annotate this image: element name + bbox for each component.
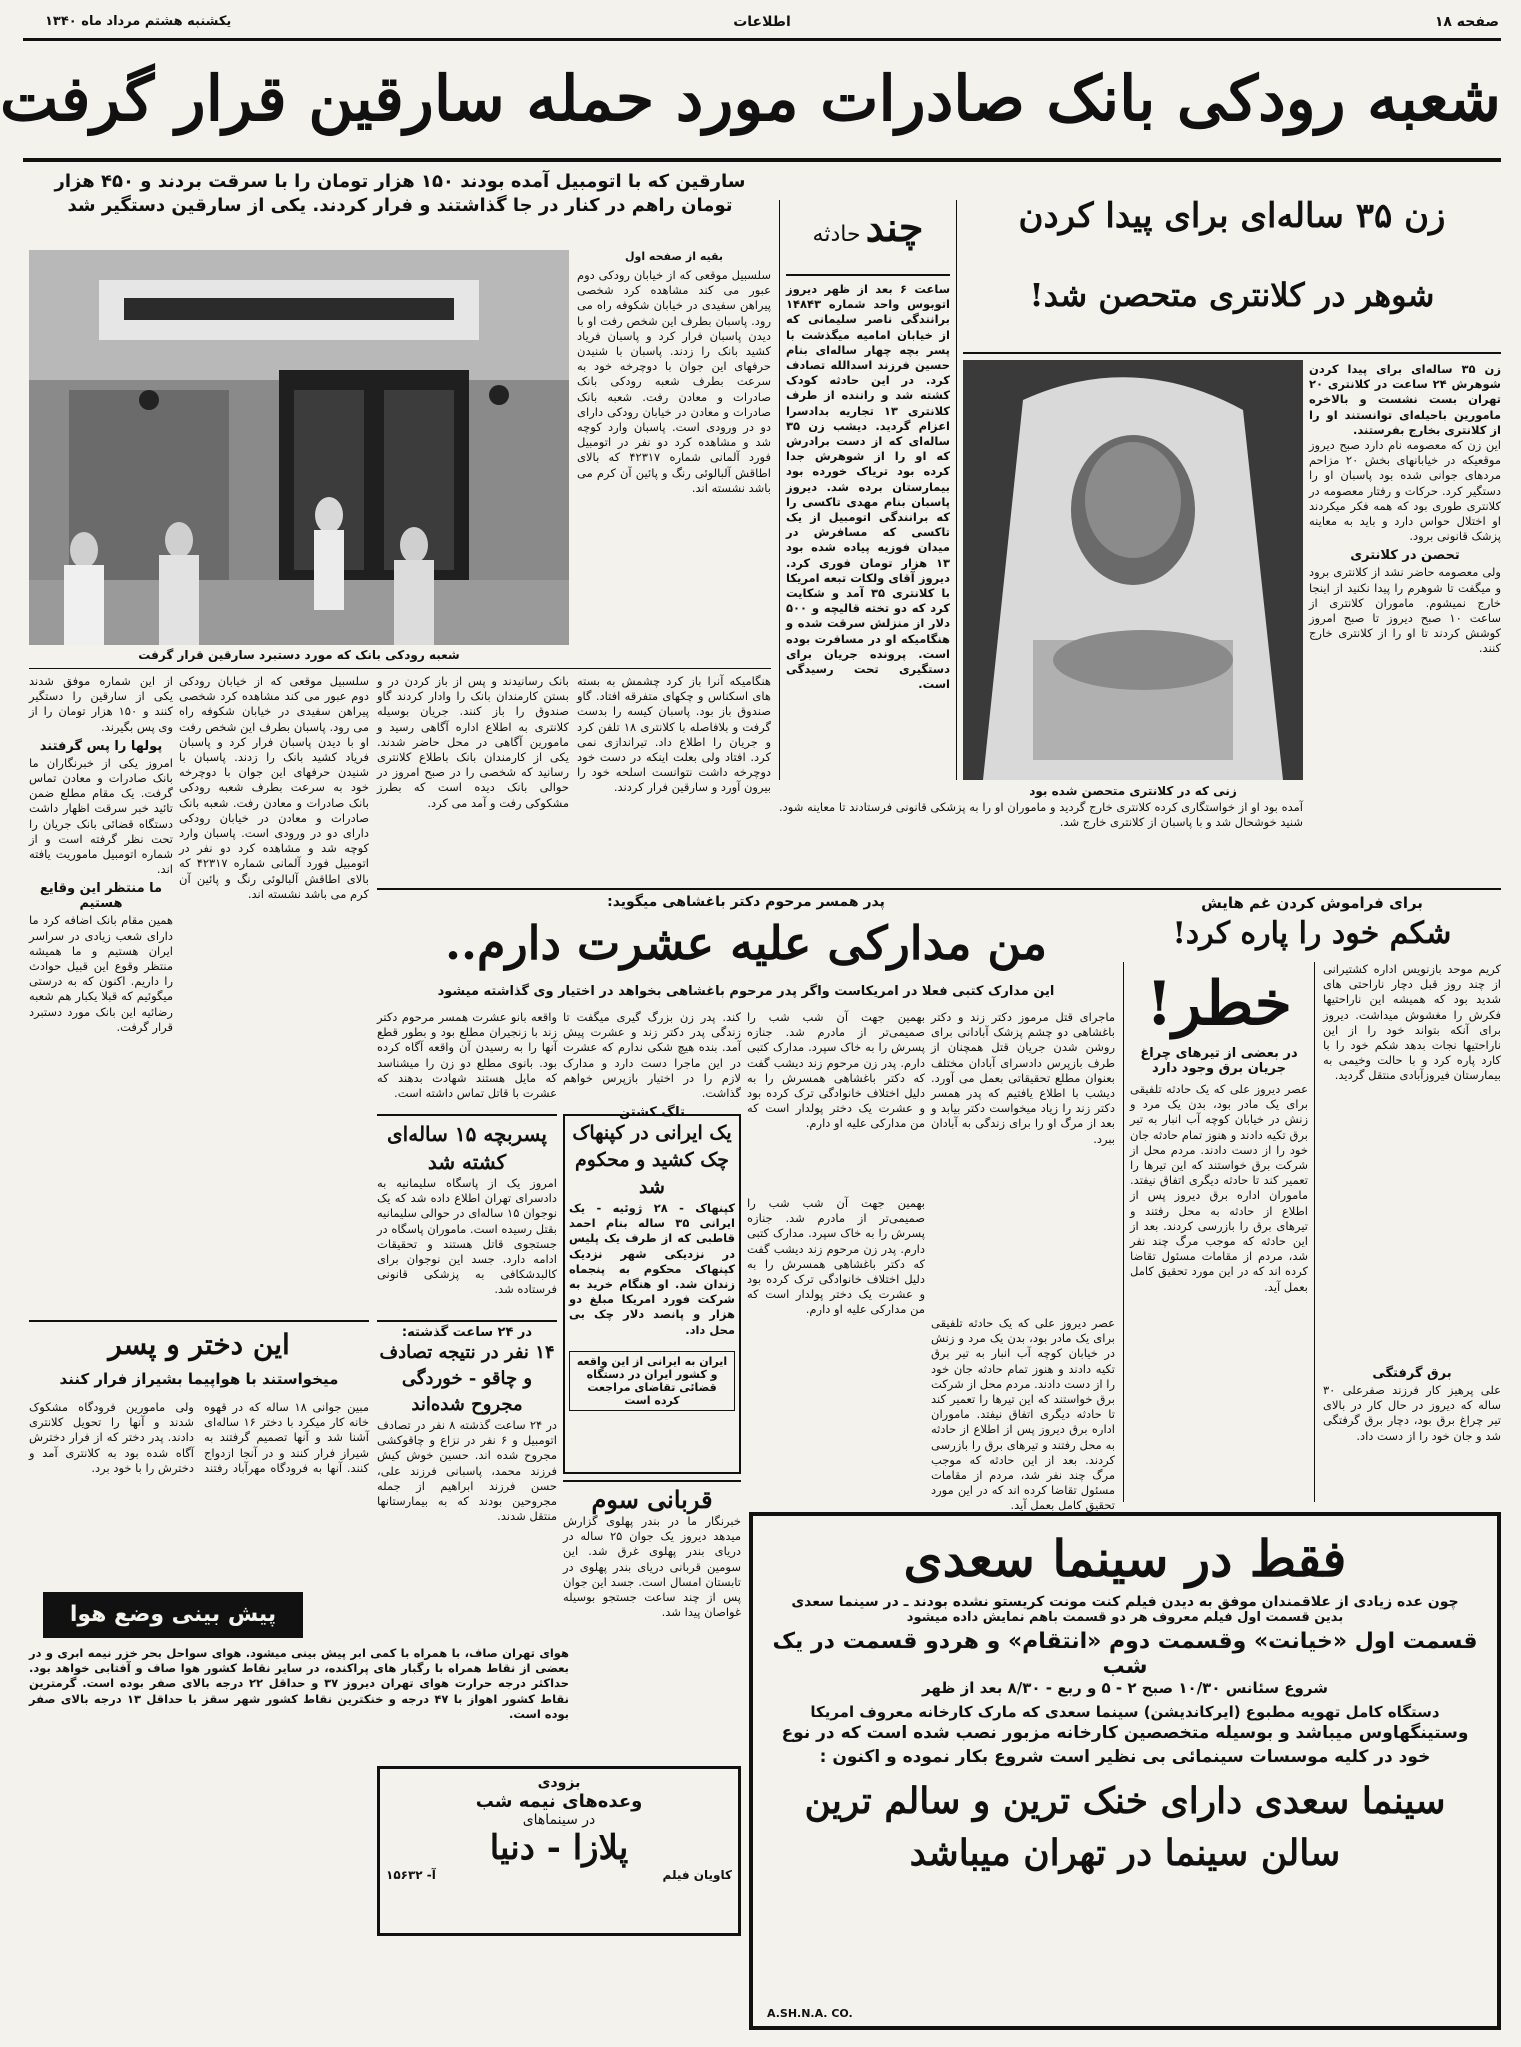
robbery-d-sub1: پولها را پس گرفتند bbox=[39, 738, 163, 754]
accidents-title bbox=[786, 204, 950, 276]
robbery-d-para2: امروز یکی از خبرنگاران ما بانک صادرات و معادن تماس گرفت. یک مقام مطلع ضمن تائید خبر سرقت اظهار داشت دستگاه قضائی بانک جریان را تحت نظر گرفته است و از شماره اتومبیل ماموریت یافته اند. bbox=[29, 755, 173, 877]
hours24-title: ۱۴ نفر در نتیجه تصادف و چاقو - خوردگی مجروح شده‌اند bbox=[379, 1342, 555, 1415]
wife-body2: ولی معصومه حاضر نشد از کلانتری برود و میگفت تا شوهرم را پیدا نکنید از اینجا خارج نمیشوم. ماموران کلانتری از ساعت ۱۰ صبح دیروز تا صبح امروز کوشش کردند تا او را از کلانتری خارج کنند. bbox=[1309, 565, 1501, 656]
cinema-ad-line6: وستینگهاوس میباشد و بوسیله متخصصین کارخانه مزبور نصب شده است که در نوع خود در کلیه موسسات سینمائی بی نظیر است شروع بکار نموده و اکنون : bbox=[781, 1723, 1469, 1767]
cinema-ad-title: فقط در سینما سعدی bbox=[903, 1529, 1347, 1588]
midnight-ad-line1: بزودی bbox=[537, 1775, 581, 1791]
midnight-ad bbox=[377, 1766, 741, 1936]
accidents-body: ساعت ۶ بعد از ظهر دیروز اتوبوس واحد شماره ۱۴۸۴۳ برانندگی ناصر سلیمانی که از خیابان امامیه میگذشت با پسر بچه چهار ساله‌ای بنام حسین فرزند اسدالله تصادف کرد. در این حادثه کودک کشته شد و راننده از طرف کلانتری ۱۳ تجاریه بدادسرا اعزام گردید. دیشب زن ۳۵ ساله‌ای که از دست برادرش که او را از شوهرش جدا کرده بود تریاک خورده بود بیمارستان برده شد. دیروز پاسبان بنام مهدی تاکسی را که برانندگی اتومبیل از یک تاکسی که مسافرش در میدان فوزیه پیاده شده بود ۱۳ هزار تومان فوری کرد. دیروز آقای ولکات تبعه امریکا با کلانتری ۳۵ آمد و شکایت کرد که دو تخته قالیچه و ۵۰۰ دلار از منزلش سرقت شده و هنگامیکه او در مسافرت بوده است. پرونده جریان برای دستگیری تحت رسیدگی است. bbox=[786, 282, 951, 692]
belly-sub-wrap bbox=[1323, 1362, 1501, 1502]
baghshahi-col2: بهمین جهت آن شب شب را صمیمی‌تر از مادرم شد. جنازه پسرش را به خاک سپرد. مدارک کتبی دارم. پدر زن مرحوم زند دیشب گفت که دکتر باغشاهی همسرش را به دلیل اختلاف خانوادگی ترک کرده بود و عشرت یک دختر پولدار است که من مدارکی علیه او دارم. bbox=[747, 1010, 925, 1131]
baghshahi-col2-cont: بهمین جهت آن شب شب را صمیمی‌تر از مادرم شد. جنازه پسرش را به خاک سپرد. مدارک کتبی دارم. پدر زن مرحوم زند دیشب گفت که دکتر باغشاهی همسرش را به دلیل اختلاف خانوادگی ترک کرده بود و عشرت یک دختر پولدار است که من مدارکی علیه او دارم. bbox=[747, 1196, 925, 1317]
page-number: صفحه ۱۸ bbox=[1434, 14, 1499, 30]
girl-body: مبین جوانی ۱۸ ساله که در قهوه خانه کار میکرد با دختر ۱۶ ساله‌ای آشنا شد و آنها تصمیم گرفتند به شیراز فرار کنند و در آنجا ازدواج کنند. آنها به فرودگاه مهرآباد رفتند ولی مامورین فرودگاه مشکوک شدند و آنها را تحویل کلانتری دادند. پدر دختر که از فرار دخترش آگاه شده بود به کلانتری آمد و دخترش را با خود برد. bbox=[29, 1400, 369, 1475]
belly-body: کریم موحد بازنویس اداره کشتیرانی از چند روز قبل دچار ناراحتی های شدید بود که همیشه این ناراحتیها فکرش را مغشوش میداشت. دیروز برای آنکه بتواند خود را از این ناراحتیها نجات بدهد شکم خود را با کارد پاره کرد و با حالت وخیمی به بیمارستان فیروزآبادی منتقل گردید. bbox=[1323, 962, 1501, 1083]
robbery-d-para3: همین مقام بانک اضافه کرد ما دارای شعب زیادی در سراسر ایران هستیم و ما همیشه منتظر وقوع این قبیل حوادث را داریم. اکنون که به درستی میگوئیم که قبلا یکبار هم شعبه رضائیه این بانک مورد دستبرد قرار گرفت. bbox=[29, 913, 173, 1034]
hours24-body: در ۲۴ ساعت گذشته ۸ نفر در تصادف اتومبیل و ۶ نفر در نزاع و چاقوکشی مجروح شده اند. حسین خوش کیش فرزند محمد، پاسبانی فرزند علی، حسن فرزند ابراهیم از جمله مجروحین بودند که به بیمارستانها منتقل شدند. bbox=[377, 1418, 557, 1524]
weather-banner bbox=[43, 1592, 303, 1638]
girl-rule bbox=[29, 1320, 369, 1322]
weather-body: هوای تهران صاف، با همراه با کمی ابر پیش بینی میشود. هوای سواحل بحر خزر نیمه ابری و در بعضی از نقاط همراه با رگبار های پراکنده، در سایر نقاط کشور هوا صاف و آفتابی خواهد بود. حداکثر درجه حرارت هوای تهران دیروز ۳۷ و حداقل ۲۲ درجه بالای صفر بوده است. گرمترین نقاط کشور اهواز با ۴۷ درجه و خنکترین نقاط کشور شهر سقز با حداقل ۱۳ درجه بالای صفر بوده است. bbox=[29, 1646, 569, 1721]
boy15-box bbox=[377, 1114, 557, 1314]
woman-photo bbox=[963, 360, 1303, 780]
cinema-ad-line3: قسمت اول «خیانت» وقسمت دوم «انتقام» و هردو قسمت در یک شب bbox=[772, 1629, 1478, 1679]
iranian-note: ایران به ایرانی از این واقعه و کشور ایران در دستگاه قضائی تقاضای مراجعت کرده است bbox=[569, 1351, 735, 1411]
baghshahi-col3-wrap bbox=[563, 1010, 741, 1121]
main-headline: شعبه رودکی بانک صادرات مورد حمله سارقین قرار گرفت bbox=[0, 62, 1501, 135]
wife-title-1: زن ۳۵ ساله‌ای برای پیدا کردن bbox=[1018, 196, 1446, 236]
wife-title-rule bbox=[963, 352, 1501, 354]
midnight-ad-code: آ- ۱۵۶۳۲ bbox=[386, 1868, 436, 1882]
robbery-column-d bbox=[29, 674, 173, 1314]
cinema-ad-line7: سینما سعدی دارای خنک ترین و سالم ترین bbox=[804, 1780, 1446, 1822]
baghshahi-col4: واقعه بانو عشرت همسر مرحوم دکتر زند با زنجیران مطلع بود و بطور قطع آنها را به رسیدن آن واقعه آگاه کرده بود. بانوی مطلع دو زن را میشناسد که مایل هستند شهادت بدهند که عشرت با قاتل تماس داشته است. bbox=[377, 1010, 557, 1101]
woman-photo-image bbox=[963, 360, 1303, 780]
third-title: قربانی سوم bbox=[591, 1485, 713, 1514]
baghshahi-col1: ماجرای قتل مرموز دکتر زند و دکتر باغشاهی دو چشم پزشک آبادانی برای روشن شدن جریان قتل همچنان از طرف بازپرس دادسرای آبادان مختلف بعنوان مطلع تحقیقاتی بعمل می آورد. دیشب با اطلاع یافتیم که پدر همسر دکتر زند را زیاد میخواست دکتر بیابد و بعد از مرگ او را برای زندگی به آبادان ببرد. bbox=[931, 1010, 1115, 1146]
midnight-ad-line2: وعده‌های نیمه شب bbox=[475, 1791, 643, 1812]
belly-kicker: برای فراموش کردن غم هایش bbox=[1201, 894, 1423, 912]
robbery-column-c: بانک رسانیدند و پس از باز کردن در و بستن کارمندان بانک را وادار کردند گاو صندوق را باز کنند. جریان بوسیله کلانتری به اطلاع اداره آگاهی رسید و مامورین آگاهی در محل حاضر شدند. یکی از کارمندان بانک باطلاع کلانتری رسانید که شخصی را در صبح امروز در حوالی بانک دیده است که بطرز مشکوکی رفت و آمد می کرد. bbox=[377, 674, 569, 810]
accidents-title-small: حادثه bbox=[812, 222, 861, 247]
baghshahi-col1-cont: عصر دیروز علی که یک حادثه تلفیقی برای یک مادر بود، بدن یک مرد و زنش در خیابان کوچه آب انبار به تیر برق تکیه دادند و هنوز تمام حادثه جان خود را از دست دادند. مردم محل از شرکت برق خواستند که این تیرها را تعمیر کند تا حادثه دیگری اتفاق نیفتد. ماموران اداره برق دیروز پس از اطلاع از حادثه به محل رفتند و تیرهای برق را بازرسی کردند. بعد از این حادثه که موجب مرگ چند نفر شد، مردم از مقامات مسئول تقاضا کرده اند که در این مورد تحقیق کامل بعمل آید. bbox=[931, 1316, 1115, 1513]
newspaper-name: اطلاعات bbox=[733, 14, 791, 30]
iranian-title: یک ایرانی در کپنهاک چک کشید و محکوم شد bbox=[572, 1122, 732, 1198]
girl-sub: میخواستند با هواپیما بشیراز فرار کنند bbox=[59, 1370, 339, 1388]
belly-body2: علی پرهیز کار فرزند صفرعلی ۳۰ ساله که دیروز در حال کار در بالای تیر چراغ برق بود، دچار برق گرفتگی شد و جان خود را از دست داد. bbox=[1323, 1383, 1501, 1443]
accidents-box bbox=[779, 200, 957, 780]
wife-body: این زن که معصومه نام دارد صبح دیروز موقعیکه در خیابانهای بخش ۲۰ مزاحم مردهای جوانی شده بود پاسبان او را دستگیر کرد. حرکات و رفتار معصومه در کلانتری طوری بود که همه فکر میکردند او اختلال حواس دارد و باید به معاینه پزشک قانونی برود. bbox=[1309, 438, 1501, 544]
wife-title-2: شوهر در کلانتری متحصن شد! bbox=[1029, 276, 1435, 314]
baghshahi-deck: این مدارک کتبی فعلا در امریکاست واگر پدر مرحوم باغشاهی بخواهد در اختیار وی گذاشته میشود bbox=[437, 984, 1055, 999]
belly-title: شکم خود را پاره کرد! bbox=[1172, 916, 1452, 951]
header-rule bbox=[23, 38, 1501, 41]
baghshahi-sub1: تلگ کشتن bbox=[619, 1105, 685, 1121]
midnight-ad-distributor: کاویان فیلم bbox=[662, 1868, 732, 1882]
headline-rule bbox=[23, 158, 1501, 162]
cinema-ad-line2: بدین قسمت اول فیلم معروف هر دو قسمت باهم نمایش داده میشود bbox=[906, 1610, 1344, 1625]
cinema-ad-line1: چون عده زیادی از علاقمندان موفق به دیدن فیلم کنت مونت کریستو نشده بودند ـ در سینما سعدی bbox=[791, 1594, 1459, 1610]
bank-photo-image bbox=[29, 250, 569, 645]
danger-sub: در بعضی از تیرهای چراغ جریان برق وجود دارد bbox=[1140, 1046, 1298, 1076]
girl-title: این دختر و پسر bbox=[108, 1328, 290, 1361]
wife-footer-text: آمده بود او از خواستگاری کرده کلانتری خارج گردید و ماموران او را به پزشکی قانونی فرستادند تا معاینه شود. شنید خوشحال شد و با پاسبان از کلانتری خارج شد. bbox=[779, 800, 1303, 830]
robbery-d-lead: از این شماره موفق شدند یکی از سارقین را دستگیر کنند و ۱۵۰ هزار تومان را از وی پس بگیرند. bbox=[29, 674, 173, 734]
danger-title: خطر! bbox=[1146, 969, 1292, 1039]
robbery-continued: بقیه از صفحه اول bbox=[624, 250, 724, 263]
woman-photo-caption: زنی که در کلانتری متحصن شده بود bbox=[1029, 784, 1237, 798]
baghshahi-title: من مدارکی علیه عشرت دارم.. bbox=[444, 916, 1048, 970]
baghshahi-kicker: پدر همسر مرحوم دکتر باغشاهی میگوید: bbox=[607, 894, 885, 910]
wife-lead: زن ۳۵ ساله‌ای برای پیدا کردن شوهرش ۲۴ ساعت در کلانتری ۲۰ تهران بست نشست و بالاخره مامورین باحیله‌ای توانستند او را از کلانتری بخارج بفرستند. bbox=[1309, 362, 1501, 437]
third-body: خبرنگار ما در بندر پهلوی گزارش میدهد دیروز یک جوان ۲۵ ساله در دریای بندر پهلوی غرق شد. این سومین قربانی دریای بندر پهلوی در تابستان امسال است. جسد این جوان پس از چند ساعت جستجو بوسیله غواصان پیدا شد. bbox=[563, 1514, 741, 1620]
robbery-column-c2: سلسبیل موقعی که از خیابان رودکی دوم عبور می کند مشاهده کرد شخصی پیراهن سفیدی در خیابان شکوفه راه می رود. پاسبان بطرف این شخص رفت او با دیدن پاسبان فرار کرد و پاسبان فریاد کشید بانک را زدند. پاسبان با شنیدن حرفهای این جوان با دوچرخه خود به سرعت بطرف شعبه رودکی بانک صادرات و معادن رفت. شعبه بانک صادرات و معادن در خیابان رودکی دارای دو در ورودی است. پاسبان وارد کوچه شد و مشاهده کرد دو نفر در اتومبیل فورد آلمانی شماره ۴۲۳۱۷ که بالای اطاقش آلبالوئی رنگ و پائین آن کرم می باشد نشسته اند. bbox=[179, 674, 370, 901]
iranian-box bbox=[563, 1114, 741, 1474]
danger-body: عصر دیروز علی که یک حادثه تلفیقی برای یک مادر بود، بدن یک مرد و زنش در خیابان کوچه آب انبار به تیر برق تکیه دادند و هنوز تمام حادثه جان خود را از دست دادند. مردم محل از شرکت برق خواستند که این تیرها را تعمیر کند تا حادثه دیگری اتفاق نیفتد. ماموران اداره برق دیروز پس از اطلاع از حادثه به محل رفتند و تیرهای برق را بازرسی کردند. بعد از این حادثه که موجب مرگ چند نفر شد، مردم از مقامات مسئول تقاضا کرده اند که در این مورد تحقیق کامل بعمل آید. bbox=[1130, 1082, 1308, 1294]
cinema-ad-line8: سالن سینما در تهران میباشد bbox=[909, 1832, 1341, 1874]
cinema-ad-line4: شروع سئانس ۱۰/۳۰ صبح ۲ - ۵ و ربع - ۸/۳۰ بعد از ظهر bbox=[922, 1679, 1328, 1697]
midnight-ad-line3: در سینماهای bbox=[522, 1812, 596, 1828]
third-box bbox=[563, 1480, 741, 1760]
robbery-subhead: سارقین که با اتومبیل آمده بودند ۱۵۰ هزار تومان را با سرقت بردند و ۴۵۰ هزار تومان راهم در کنار در جا گذاشتند و فرار کردند. یکی از سارقین دستگیر شد bbox=[54, 171, 746, 216]
boy15-title: پسربچه ۱۵ ساله‌ای کشته شد bbox=[387, 1122, 547, 1174]
baghshahi-col3: کند. پدر زن بزرگ گیری میگفت تا زندگی پدر دکتر زند و عشرت پیش آمد. بنده هیچ شکی ندارم که عشرت در این ماجرا دست دارد و مدارک لازم را در اختیار بازپرس خواهم گذاشت. bbox=[563, 1010, 741, 1101]
bank-photo-caption: شعبه رودکی بانک که مورد دستبرد سارقین قرار گرفت bbox=[138, 648, 460, 662]
belly-sub: برق گرفتگی bbox=[1372, 1366, 1452, 1381]
cinema-saadi-ad bbox=[749, 1512, 1501, 2030]
robbery-column-a: سلسبیل موقعی که از خیابان رودکی دوم عبور می کند مشاهده کرد شخصی پیراهن سفیدی در خیابان شکوفه راه می رود. پاسبان بطرف این شخص رفت او با دیدن پاسبان فرار کرد و پاسبان فریاد کشید بانک را زدند. پاسبان با شنیدن حرفهای این جوان با دوچرخه خود به سرعت بطرف شعبه رودکی بانک صادرات و معادن رفت. شعبه بانک صادرات و معادن در خیابان رودکی دارای دو در ورودی است. پاسبان وارد کوچه شد و مشاهده کرد دو نفر در اتومبیل فورد آلمانی شماره ۴۲۳۱۷ که بالای اطاقش آلبالوئی رنگ و پائین آن کرم می باشد نشسته اند. bbox=[577, 268, 771, 495]
midnight-ad-line4: پلازا - دنیا bbox=[489, 1828, 629, 1868]
robbery-d-sub2: ما منتظر این وقایع هستیم bbox=[39, 881, 163, 912]
wife-sub: تحصن در کلانتری bbox=[1350, 548, 1460, 564]
bank-photo bbox=[29, 250, 569, 645]
hours24-kicker: در ۲۴ ساعت گذشته: bbox=[401, 1325, 533, 1340]
boy15-body: امروز یک از پاسگاه سلیمانیه به دادسرای تهران اطلاع داده شد که یک نوجوان ۱۵ ساله‌ای در حوالی سلیمانیه بقتل رسیده است. ماموران پاسگاه در جستجوی قاتل هستند و تحقیقات ادامه دارد. جسد این نوجوان برای کالبدشکافی به پزشکی قانونی فرستاده شد. bbox=[377, 1176, 557, 1297]
iranian-body: کپنهاک - ۲۸ ژوئیه - یک ایرانی ۳۵ ساله بنام احمد قاطبی که از طرف یک پلیس در نزدیکی شهر نزدیک کپنهاک محکوم به پنجماه زندان شد. او هنگام خرید به شرکت فورد امریکا مبلغ دو هزار و پانصد دلار چک بی محل داد. bbox=[569, 1201, 735, 1337]
middle-rule bbox=[377, 888, 1501, 890]
danger-box bbox=[1123, 962, 1315, 1502]
cinema-ad-credit: A.SH.N.A. CO. bbox=[767, 2007, 853, 2020]
cinema-ad-line5: دستگاه کامل تهویه مطبوع (ایرکاندیشن) سینما سعدی که مارک کارخانه معروف امریکا bbox=[810, 1703, 1440, 1721]
issue-date: یکشنبه هشتم مرداد ماه ۱۳۴۰ bbox=[45, 14, 232, 29]
wife-text-column bbox=[1309, 362, 1501, 882]
accidents-title-big: چند bbox=[865, 204, 924, 251]
robbery-column-b: هنگامیکه آنرا باز کرد چشمش به بسته های اسکناس و چکهای متفرقه افتاد. گاو صندوق باز بود. پاسبان کیسه را بدست گرفت و بلافاصله با کلانتری ۱۸ تلفن کرد و جریان را اطلاع داد. تیراندازی نمی کرد. افتاد ولی بعلت اینکه در دست خود دوچرخه داشت نتوانست اسلحه خود را بیرون آورد و سارقین فرار کردند. bbox=[577, 674, 771, 795]
weather-banner-text: پیش بینی وضع هوا bbox=[69, 1602, 277, 1627]
robbery-mid-rule bbox=[29, 668, 771, 669]
